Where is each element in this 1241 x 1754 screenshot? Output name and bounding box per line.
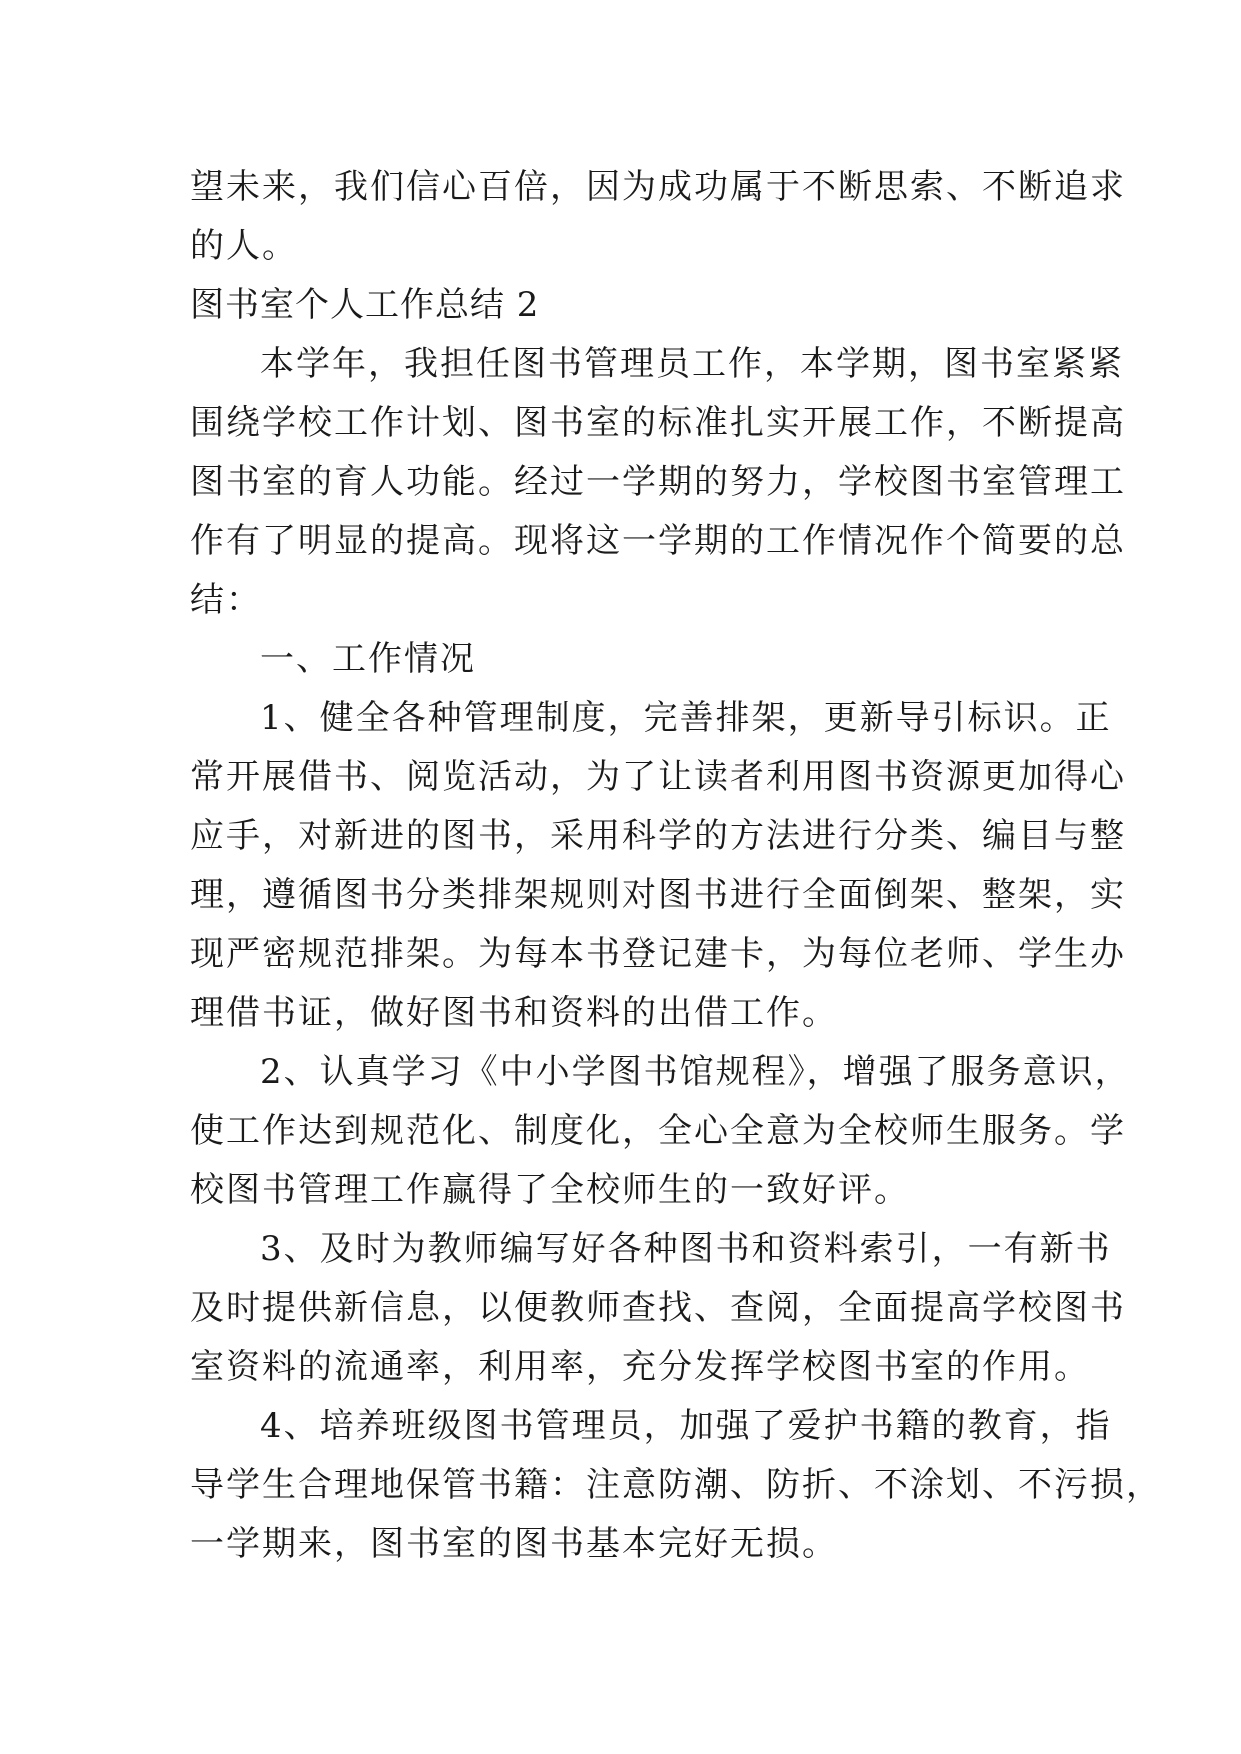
subsection-heading: 一、工作情况: [260, 639, 476, 679]
text-line: 室资料的流通率，利用率，充分发挥学校图书室的作用。: [190, 1347, 1090, 1387]
paragraph-first-line: 4、培养班级图书管理员，加强了爱护书籍的教育，指: [260, 1406, 1112, 1446]
text-line: 校图书管理工作赢得了全校师生的一致好评。: [190, 1170, 910, 1210]
text-line: 导学生合理地保管书籍：注意防潮、防折、不涂划、不污损，: [190, 1465, 1162, 1505]
text-line: 应手，对新进的图书，采用科学的方法进行分类、编目与整: [190, 816, 1126, 856]
text-line: 作有了明显的提高。现将这一学期的工作情况作个简要的总: [190, 521, 1126, 561]
section-title: 图书室个人工作总结 2: [190, 285, 540, 325]
text-line: 理，遵循图书分类排架规则对图书进行全面倒架、整架，实: [190, 875, 1126, 915]
text-line: 图书室的育人功能。经过一学期的努力，学校图书室管理工: [190, 462, 1126, 502]
text-line: 的人。: [190, 226, 298, 266]
text-line: 围绕学校工作计划、图书室的标准扎实开展工作，不断提高: [190, 403, 1126, 443]
text-line: 使工作达到规范化、制度化，全心全意为全校师生服务。学: [190, 1111, 1126, 1151]
paragraph-first-line: 2、认真学习《中小学图书馆规程》，增强了服务意识，: [260, 1052, 1131, 1092]
paragraph-first-line: 本学年，我担任图书管理员工作，本学期，图书室紧紧: [260, 344, 1124, 384]
document-body: [190, 158, 1162, 1574]
paragraph-first-line: 1、健全各种管理制度，完善排架，更新导引标识。正: [260, 698, 1112, 738]
text-line: 现严密规范排架。为每本书登记建卡，为每位老师、学生办: [190, 934, 1126, 974]
text-line: 一学期来，图书室的图书基本完好无损。: [190, 1524, 838, 1564]
text-line: 及时提供新信息，以便教师查找、查阅，全面提高学校图书: [190, 1288, 1126, 1328]
text-line: 结：: [190, 580, 262, 620]
paragraph-first-line: 3、及时为教师编写好各种图书和资料索引，一有新书: [260, 1229, 1112, 1269]
text-line: 理借书证，做好图书和资料的出借工作。: [190, 993, 838, 1033]
text-line: 常开展借书、阅览活动，为了让读者利用图书资源更加得心: [190, 757, 1126, 797]
text-line: 望未来，我们信心百倍，因为成功属于不断思索、不断追求: [190, 167, 1126, 207]
